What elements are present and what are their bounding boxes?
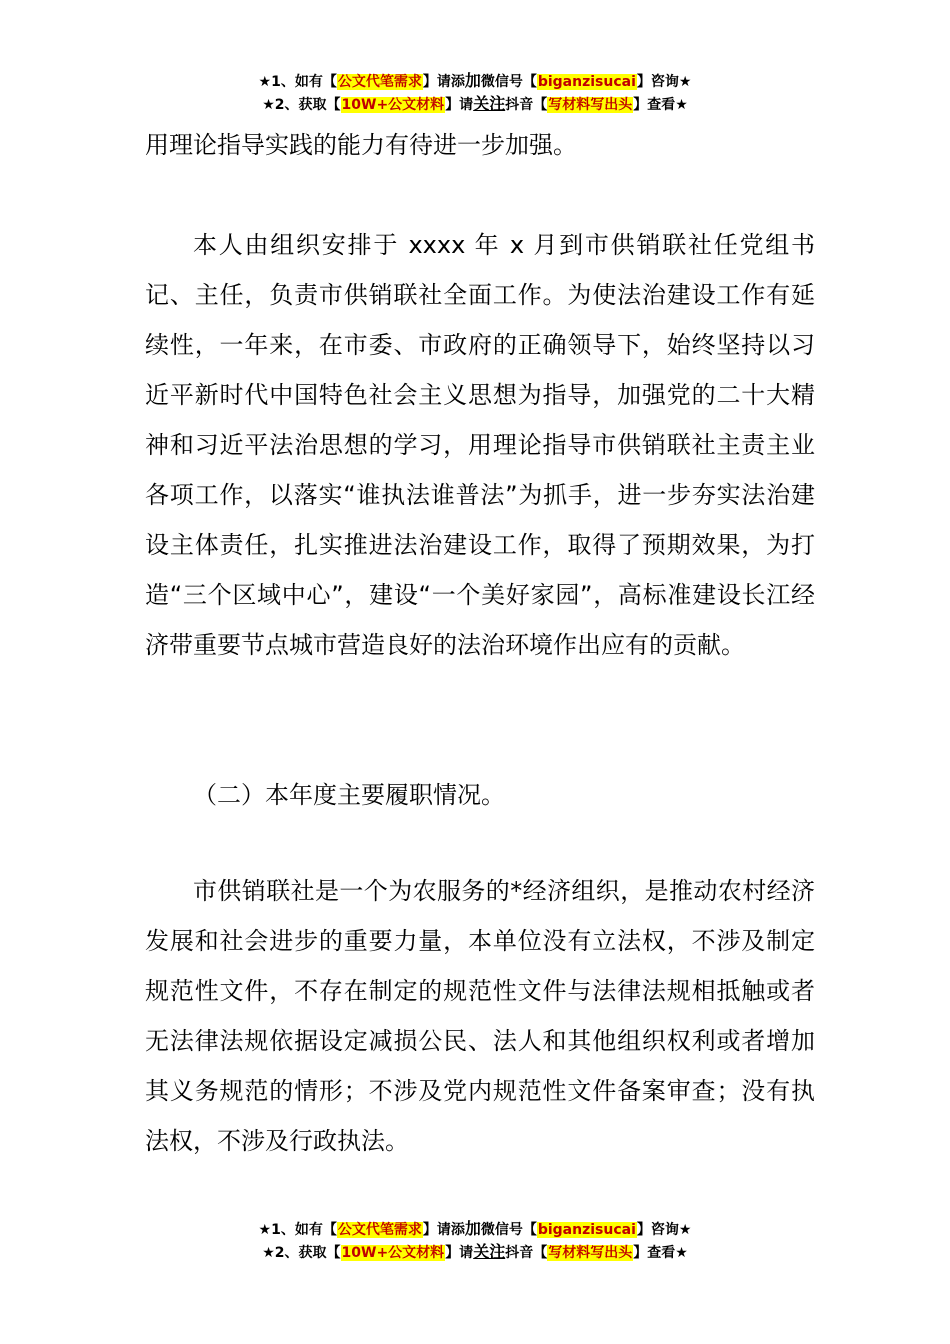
banner-text: 】咨询★ [636, 74, 692, 90]
banner-text: 】请 [445, 97, 474, 113]
banner-text: ★1、如有【 [258, 1222, 337, 1238]
banner-text: 】请添 [422, 74, 465, 90]
banner-text: ★2、获取【 [262, 1245, 341, 1261]
banner-text: ★1、如有【 [258, 74, 337, 90]
banner-text: 】咨询★ [636, 1222, 692, 1238]
paragraph-duty-summary: 本人由组织安排于 xxxx 年 x 月到市供销联社任党组书记、主任，负责市供销联社全面工作。为使法治建设工作有延续性，一年来，在市委、市政府的正确领导下，始终坚持以习近平新时代中国特色社会主义思想为指导，加强党的二十大精神和习近平法治思想的学习，用理论指导市供销联社主责主业各项工作，以落实“谁执法谁普法”为抓手，进一步夯实法治建设主体责任，扎实推进法治建设工作，取得了预期效果，为打造“三个区域中心”，建设“一个美好家园”，高标准建设长江经济带重要节点城市营造良好的法治环境作出应有的贡献。 [145, 231, 815, 659]
document-paragraph-1 [145, 220, 815, 670]
banner-highlight: 写材料写出头 [548, 1245, 633, 1261]
banner-emphasis: 加 [464, 1219, 481, 1238]
banner-line-2 [0, 1241, 950, 1264]
banner-emphasis: 关注 [473, 94, 506, 113]
intro-paragraph: 用理论指导实践的能力有待进一步加强。 [145, 131, 577, 159]
banner-line-1 [0, 1218, 950, 1241]
banner-line-2 [0, 93, 950, 116]
section-heading: （二）本年度主要履职情况。 [193, 781, 505, 809]
banner-text: ★2、获取【 [262, 97, 341, 113]
banner-highlight: biganzisucai [537, 1222, 636, 1238]
document-body-intro [145, 120, 815, 170]
document-heading-2 [145, 770, 815, 820]
banner-text: 】查看★ [633, 97, 688, 113]
banner-text: 】查看★ [633, 1245, 688, 1261]
bottom-banner [0, 1218, 950, 1264]
banner-emphasis: 关注 [473, 1242, 506, 1261]
banner-text: 】请 [445, 1245, 474, 1261]
banner-text: 微信号【 [480, 1222, 537, 1238]
banner-text: 抖音【 [505, 97, 548, 113]
banner-highlight: 10W+公文材料 [341, 97, 445, 113]
banner-highlight: biganzisucai [537, 74, 636, 90]
banner-text: 】请添 [422, 1222, 465, 1238]
document-paragraph-3 [145, 866, 815, 1166]
banner-highlight: 10W+公文材料 [341, 1245, 445, 1261]
banner-highlight: 公文代笔需求 [337, 1222, 422, 1238]
banner-highlight: 写材料写出头 [548, 97, 633, 113]
banner-text: 微信号【 [480, 74, 537, 90]
banner-emphasis: 加 [464, 71, 481, 90]
top-banner [0, 70, 950, 116]
banner-highlight: 公文代笔需求 [337, 74, 422, 90]
banner-text: 抖音【 [505, 1245, 548, 1261]
paragraph-performance: 市供销联社是一个为农服务的*经济组织，是推动农村经济发展和社会进步的重要力量，本单位没有立法权，不涉及制定规范性文件，不存在制定的规范性文件与法律法规相抵触或者无法律法规依据设定减损公民、法人和其他组织权利或者增加其义务规范的情形；不涉及党内规范性文件备案审查；没有执法权，不涉及行政执法。 [145, 877, 815, 1155]
banner-line-1 [0, 70, 950, 93]
